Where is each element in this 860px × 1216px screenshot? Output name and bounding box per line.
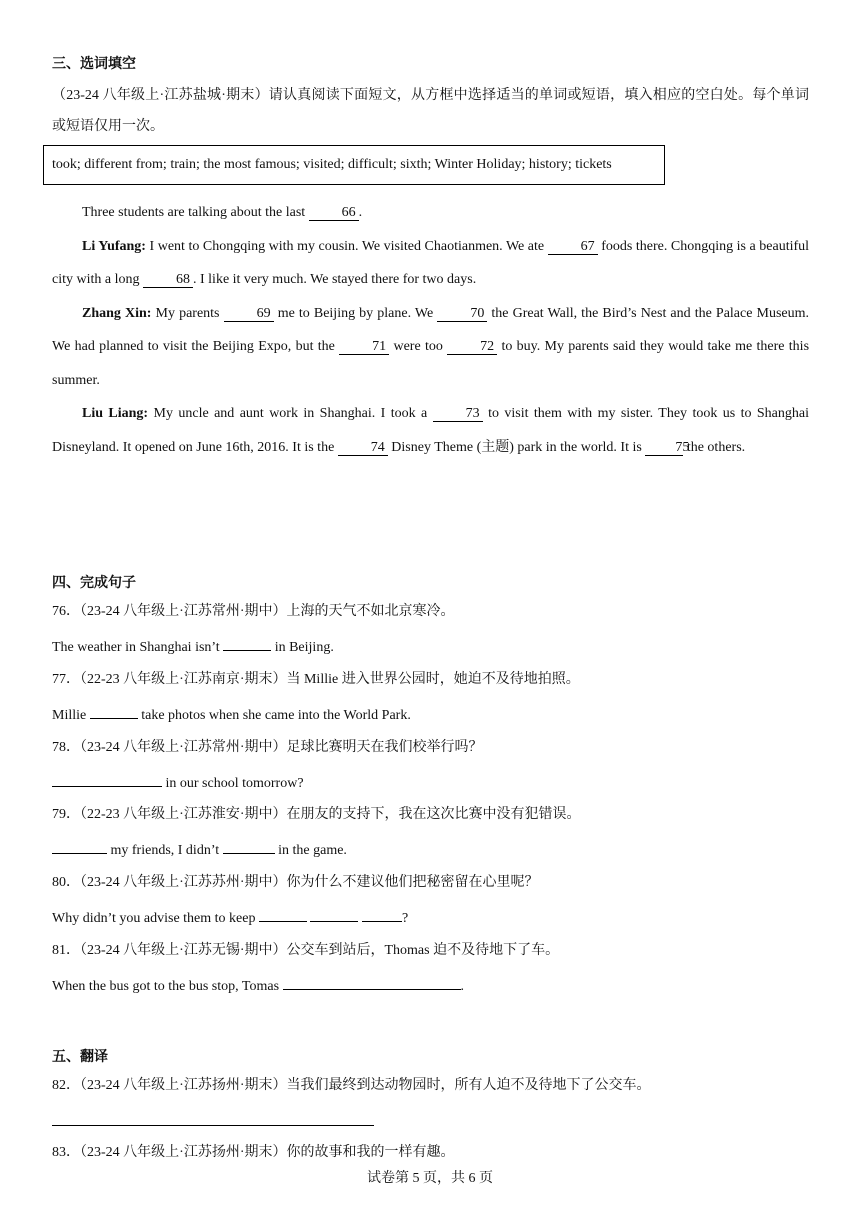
answer-76: The weather in Shanghai isn’t in Beijing. (52, 636, 334, 658)
section-5-title: 五、翻译 (52, 1049, 108, 1065)
question-82: 82．（23-24 八年级上·江苏扬州·期末）当我们最终到达动物园时，所有人迫不及待地下了公交车。 (52, 1078, 651, 1093)
answer-81: When the bus got to the bus stop, Tomas . (52, 975, 464, 997)
passage-li-yufang: Li Yufang: I went to Chongqing with my cousin. We visited Chaotianmen. We ate 67 foods there. Chongqing is a beautiful city with a long 68 . I like it very much. We stayed there for two days. (52, 238, 810, 287)
answer-blank-76[interactable] (223, 636, 271, 651)
blank-66[interactable]: 66 (309, 205, 359, 221)
word-box: took; different from; train; the most famous; visited; difficult; sixth; Winter Holiday; history; tickets (43, 145, 665, 185)
blank-71[interactable]: 71 (339, 339, 389, 355)
blank-75[interactable]: 75 (645, 440, 683, 456)
blank-74[interactable]: 74 (338, 440, 388, 456)
answer-78: in our school tomorrow? (52, 772, 304, 794)
question-79: 79．（22-23 八年级上·江苏淮安·期中）在朋友的支持下，我在这次比赛中没有犯错误。 (52, 807, 581, 822)
instruction-text: （23-24 八年级上·江苏盐城·期末）请认真阅读下面短文，从方框中选择适当的单词或短语，填入相应的空白处。每个单词或短语仅用一次。 (52, 88, 809, 134)
blank-70[interactable]: 70 (437, 306, 487, 322)
passage-zhang-xin: Zhang Xin: My parents 69 me to Beijing by plane. We 70 the Great Wall, the Bird’s Nest and the Palace Museum. We had planned to visit the Beijing Expo, but the 71 were too 72 to buy. My parents said they would take me there this summer. (52, 305, 810, 388)
answer-blank-80a[interactable] (259, 907, 307, 922)
answer-blank-79a[interactable] (52, 839, 107, 854)
answer-line-82[interactable] (52, 1125, 374, 1126)
speaker-zhang-xin: Zhang Xin: (82, 305, 152, 321)
blank-73[interactable]: 73 (433, 406, 483, 422)
section-4-title: 四、完成句子 (52, 575, 136, 591)
speaker-liu-liang: Liu Liang: (82, 406, 149, 421)
answer-blank-80c[interactable] (362, 907, 402, 922)
question-81: 81．（23-24 八年级上·江苏无锡·期中）公交车到站后，Thomas 迫不及待地下了车。 (52, 943, 560, 958)
answer-77: Millie take photos when she came into the World Park. (52, 704, 411, 726)
answer-blank-79b[interactable] (223, 839, 275, 854)
speaker-li-yufang: Li Yufang: (82, 238, 146, 254)
answer-blank-80b[interactable] (310, 907, 358, 922)
section-3-instructions (52, 80, 809, 142)
passage-liu-liang: Liu Liang: My uncle and aunt work in Shanghai. I took a 73 to visit them with my sister. They took us to Shanghai Disneyland. It opened on June 16th, 2016. It is the 74 Disney Theme (主题) park in the world. It is 75 the others. (52, 406, 809, 455)
section-3-title: 三、选词填空 (52, 56, 136, 72)
passage-intro: Three students are talking about the last 66 . (82, 205, 363, 220)
passage (52, 196, 809, 464)
blank-68[interactable]: 68 (143, 272, 193, 288)
blank-67[interactable]: 67 (548, 239, 598, 255)
question-83: 83．（23-24 八年级上·江苏扬州·期末）你的故事和我的一样有趣。 (52, 1145, 455, 1160)
answer-blank-81[interactable] (283, 975, 461, 990)
blank-69[interactable]: 69 (224, 306, 274, 322)
answer-blank-77[interactable] (90, 704, 138, 719)
answer-blank-78[interactable] (52, 772, 162, 787)
answer-79: my friends, I didn’t in the game. (52, 839, 347, 861)
question-80: 80．（23-24 八年级上·江苏苏州·期中）你为什么不建议他们把秘密留在心里呢？ (52, 875, 539, 890)
question-77: 77．（22-23 八年级上·江苏南京·期末）当 Millie 进入世界公园时，她迫不及待地拍照。 (52, 672, 580, 687)
page-footer: 试卷第 5 页，共 6 页 (367, 1171, 493, 1186)
blank-72[interactable]: 72 (447, 339, 497, 355)
answer-80: Why didn’t you advise them to keep ? (52, 907, 408, 929)
question-78: 78．（23-24 八年级上·江苏常州·期中）足球比赛明天在我们校举行吗？ (52, 740, 483, 755)
question-76: 76．（23-24 八年级上·江苏常州·期中）上海的天气不如北京寒冷。 (52, 604, 455, 619)
